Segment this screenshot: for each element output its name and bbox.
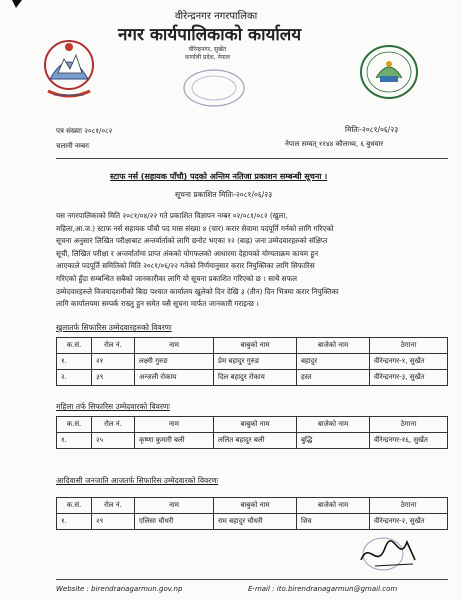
table-row — [57, 514, 448, 530]
notice-published-date: सूचना प्रकाशित मितिः-२०८१/०६/२३ — [175, 190, 273, 199]
cell-father: राम बहादुर चौधरी — [214, 514, 297, 530]
reference-number: पत्र संख्याः २०८१/०८२ — [56, 127, 113, 135]
footer-divider — [56, 579, 448, 580]
table-header-row — [57, 498, 448, 514]
cell-roll: ३९ — [92, 370, 135, 386]
open-candidates-table — [56, 337, 448, 386]
col-sn: क.सं. — [57, 338, 92, 354]
cell-grandfather: हस्त — [297, 370, 370, 386]
section-title-indigenous: आदिवासी जनजाति आजतर्फ सिफारिस उम्मेदवारको विवरणः — [56, 476, 219, 485]
cell-address: वीरेन्द्रनगर-३, सुर्खेत — [370, 370, 448, 386]
body-line: उम्मेदवारहरुले विजयादशमीको बिदा पश्चात कार्यालय खुलेको दिन देखि ३ (तीन) दिन भित्रमा करार नियुक्तिका — [56, 286, 339, 296]
body-line: महिला,आ.ज.) स्टाफ नर्स सहायक पाँचौ पद मास संख्या ४ (चार) करार सेवामा पदपूर्ति गर्नको लागि गरिएको — [56, 223, 334, 233]
office-stamp-icon — [180, 66, 248, 110]
col-name: नाम — [135, 338, 214, 354]
address-line-1: वीरेन्द्रनगर, सुर्खेत — [188, 46, 227, 53]
table-header-row — [57, 338, 448, 354]
cell-grandfather: बहादुर — [297, 354, 370, 370]
body-line: लागि कार्यालयमा सम्पर्क राख्नु हुन समेत यसै सूचना मार्फत जानकारी गराइन्छ । — [56, 299, 259, 309]
signature-icon — [355, 530, 425, 574]
col-father: बाबुको नाम — [214, 498, 297, 514]
nepal-sambat-date: नेपाल सम्वत् ११४४ कौलाथ्व, ६ बुधवार — [285, 140, 384, 148]
cell-grandfather: शिव — [297, 514, 370, 530]
cell-sn: १. — [57, 433, 92, 449]
col-roll: रोल नं. — [92, 338, 135, 354]
corner-mark-icon — [12, 0, 22, 10]
table-row — [57, 370, 448, 386]
office-title: नगर कार्यपालिकाको कार्यालय — [118, 25, 302, 45]
cell-name: लक्ष्मी गुरुङ — [135, 354, 214, 370]
cell-father: ललित बहादुर बली — [214, 433, 297, 449]
cell-roll: २५ — [92, 433, 135, 449]
municipality-logo — [358, 42, 420, 102]
cell-father: प्रेम बहादुर गुरुङ — [214, 354, 297, 370]
nepal-emblem-logo — [40, 35, 98, 105]
cell-sn: १. — [57, 354, 92, 370]
section-title-women: महिला तर्फ सिफारिस उम्मेदवारको विवरणः — [56, 402, 170, 411]
cell-address: वीरेन्द्रनगर-२, सुर्खेत — [370, 514, 448, 530]
municipality-name: वीरेन्द्रनगर नगरपालिका — [175, 11, 258, 22]
col-name: नाम — [135, 417, 214, 433]
body-line: आएकाले पदपूर्ति समितिको मिति २०८१/०६/२२ गतेको निर्णयानुसार करार नियुक्तिका लागि सिफारिस — [56, 261, 315, 271]
cell-roll: २१ — [92, 354, 135, 370]
cell-father: दिल बहादुर रोकाय — [214, 370, 297, 386]
cell-sn: १. — [57, 514, 92, 530]
body-line: सूची, लिखित परीक्षा र अन्तर्वार्तामा प्राप्त अंकको योगफलको आधारमा देहायको योग्यताक्रम कायम हुन — [56, 248, 319, 258]
cell-sn: २. — [57, 370, 92, 386]
body-line: सूचना अनुसार लिखित परीक्षाबाट अन्तर्वार्ताको लागि छनोट भएका १२ (बाह्र) जना उम्मेदवारहरुको संक्षिप्त — [56, 236, 328, 246]
col-roll: रोल नं. — [92, 498, 135, 514]
footer-email: E-mail : ito.birendranagarmun@gmail.com — [248, 585, 398, 593]
col-sn: क.सं. — [57, 417, 92, 433]
body-line: गरिएको हुँदा सम्बन्धित सबैको जानकारीका लागि यो सूचना प्रकाशित गरिएको छ । साथै सफल — [56, 273, 297, 283]
col-sn: क.सं. — [57, 498, 92, 514]
col-father: बाबुको नाम — [214, 338, 297, 354]
cell-name: कृष्णा कुमारी बली — [135, 433, 214, 449]
table-row — [57, 354, 448, 370]
col-grandfather: बाजेको नाम — [297, 498, 370, 514]
office-address — [185, 46, 230, 62]
women-candidates-table — [56, 416, 448, 449]
col-grandfather: बाजेको नाम — [297, 338, 370, 354]
cell-name: अन्जली रोकाय — [135, 370, 214, 386]
cell-address: वीरेन्द्रनगर-१६, सुर्खेत — [370, 433, 448, 449]
indigenous-candidates-table — [56, 497, 448, 530]
cell-address: वीरेन्द्रनगर-१, सुर्खेत — [370, 354, 448, 370]
header-divider — [56, 158, 448, 159]
col-address: ठेगाना — [370, 498, 448, 514]
notice-subject: स्टाफ नर्स (सहायक पाँचौ) पदको अन्तिम नतिजा प्रकाशन सम्बन्धी सूचना । — [110, 172, 328, 181]
cell-grandfather: बुद्धि — [297, 433, 370, 449]
table-header-row — [57, 417, 448, 433]
col-grandfather: बाजेको नाम — [297, 417, 370, 433]
section-title-open: खुलातर्फ सिफारिस उम्मेदवारहरुको विवरणः — [56, 323, 172, 332]
cell-name: एलिसा चौधरी — [135, 514, 214, 530]
notice-body — [56, 210, 448, 311]
chalani-number: चलानी नम्बरः — [56, 142, 90, 150]
cell-roll: २९ — [92, 514, 135, 530]
col-address: ठेगाना — [370, 417, 448, 433]
col-address: ठेगाना — [370, 338, 448, 354]
col-roll: रोल नं. — [92, 417, 135, 433]
footer-website: Website : birendranagarmun.gov.np — [56, 585, 183, 593]
address-line-2: कर्णाली प्रदेश, नेपाल — [185, 54, 230, 61]
body-line: यस नगरपालिकाको मिति २०८१/०४/२२ गते प्रकाशित विज्ञापन नम्बर ०२/०८१/०८२ (खुला, — [56, 211, 288, 220]
col-name: नाम — [135, 498, 214, 514]
table-row — [57, 433, 448, 449]
letter-date: मितिः-२०८१/०६/२३ — [345, 125, 399, 134]
col-father: बाबुको नाम — [214, 417, 297, 433]
